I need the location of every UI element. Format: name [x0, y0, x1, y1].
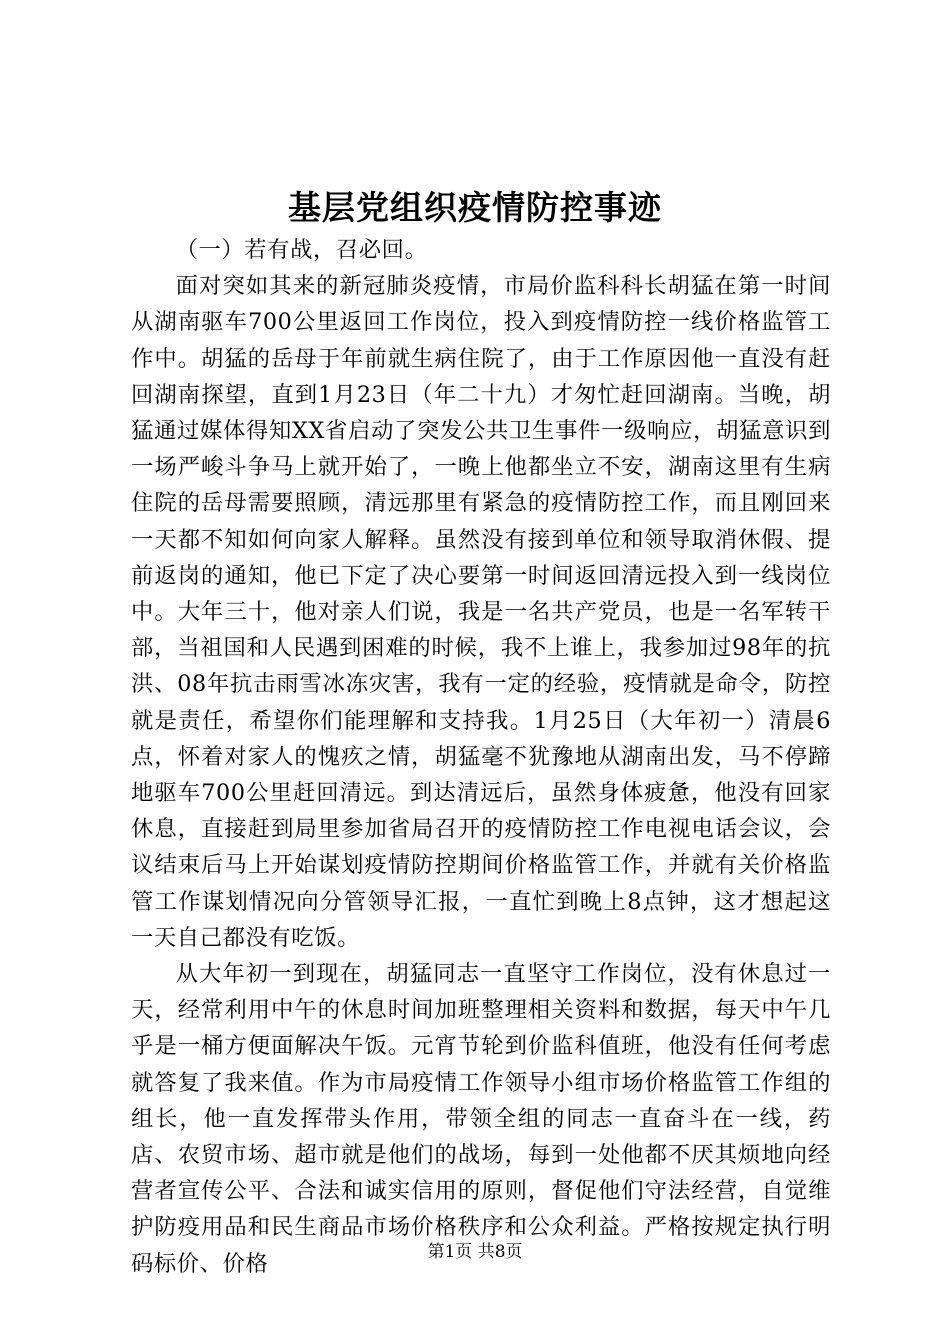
paragraph-heading: （一）若有战，召必回。: [175, 237, 428, 263]
page-footer: 第1页 共8页: [427, 1242, 523, 1262]
paragraph-1: 面对突如其来的新冠肺炎疫情，市局价监科科长胡猛在第一时间从湖南驱车700公里返回工作岗位，投入到疫情防控一线价格监管工作中。胡猛的岳母于年前就生病住院了，由于工作原因他一直没有赶回湖南探望，直到1月23日（年二十九）才匆忙赶回湖南。当晚，胡猛通过媒体得知XX省启动了突发公共卫生事件一级响应，胡猛意识到一场严峻斗争马上就开始了，一晚上他都坐立不安，湖南这里有生病住院的岳母需要照顾，清远那里有紧急的疫情防控工作，而且刚回来一天都不知如何向家人解释。虽然没有接到单位和领导取消休假、提前返岗的通知，他已下定了决心要第一时间返回清远投入到一线岗位中。大年三十，他对亲人们说，我是一名共产党员，也是一名军转干部，当祖国和人民遇到困难的时候，我不上谁上，我参加过98年的抗洪、08年抗击雨雪冰冻灾害，我有一定的经验，疫情就是命令，防控就是责任，希望你们能理解和支持我。1月25日（大年初一）清晨6点，怀着对家人的愧疚之情，胡猛毫不犹豫地从湖南出发，马不停蹄地驱车700公里赶回清远。到达清远后，虽然身体疲惫，他没有回家休息，直接赶到局里参加省局召开的疫情防控工作电视电话会议，会议结束后马上开始谋划疫情防控期间价格监管工作，并就有关价格监管工作谋划情况向分管领导汇报，一直忙到晚上8点钟，这才想起这一天自己都没有吃饭。: [131, 273, 831, 951]
document-body: [131, 232, 831, 1282]
paragraph-2: 从大年初一到现在，胡猛同志一直坚守工作岗位，没有休息过一天，经常利用中午的休息时间加班整理相关资料和数据，每天中午几乎是一桶方便面解决午饭。元宵节轮到价监科值班，他没有任何考虑就答复了我来值。作为市局疫情工作领导小组市场价格监管工作组的组长，他一直发挥带头作用，带领全组的同志一直奋斗在一线，药店、农贸市场、超市就是他们的战场，每到一处他都不厌其烦地向经营者宣传公平、合法和诚实信用的原则，督促他们守法经营，自觉维护防疫用品和民生商品市场价格秩序和公众利益。严格按规定执行明码标价、价格: [131, 961, 831, 1277]
document-title: 基层党组织疫情防控事迹: [288, 188, 662, 227]
